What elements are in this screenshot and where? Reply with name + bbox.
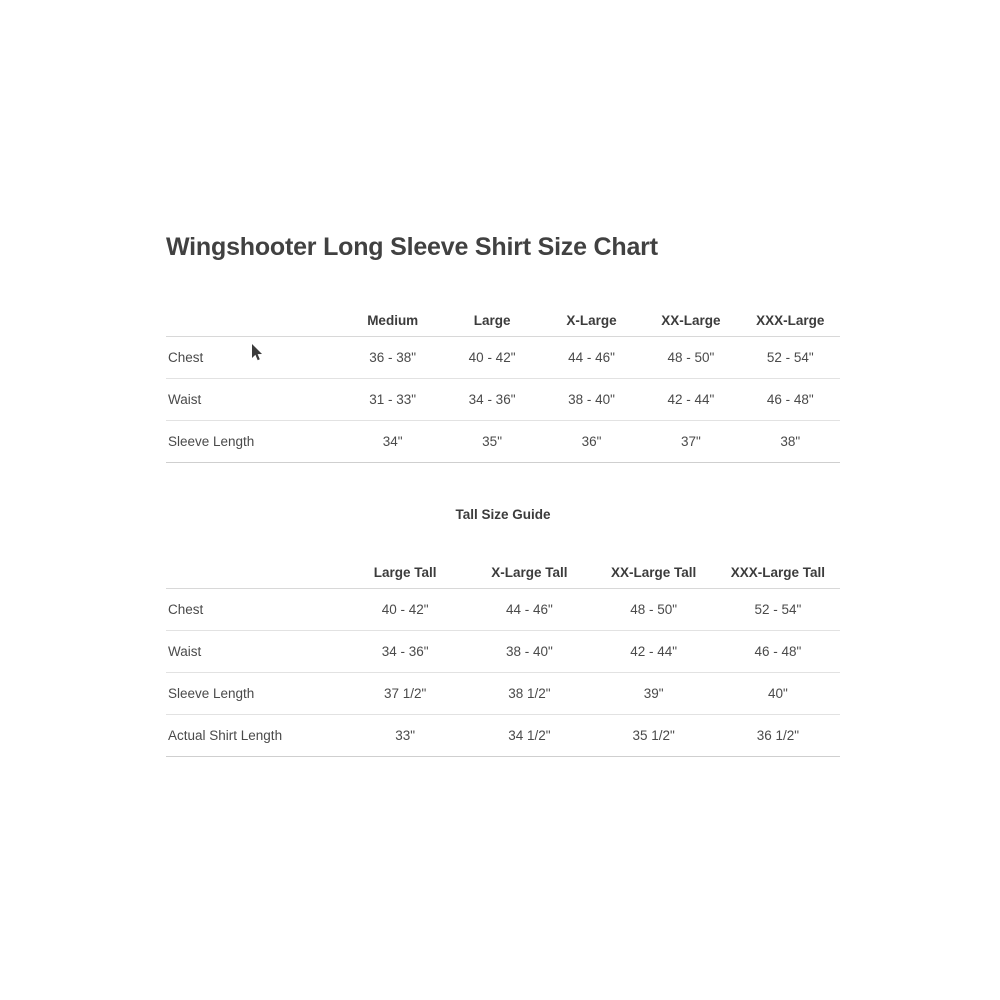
standard-size-table xyxy=(166,292,840,463)
cell-waist-xxx-large: 46 - 48" xyxy=(741,379,840,421)
table-row xyxy=(166,715,840,757)
table-row xyxy=(166,589,840,631)
cell-waist-xxx-large-tall: 46 - 48" xyxy=(716,631,840,673)
cell-sleeve-x-large: 36" xyxy=(542,421,641,463)
tall-table-head xyxy=(166,544,840,589)
column-header-blank-tall xyxy=(166,544,343,589)
column-header-xxx-large: XXX-Large xyxy=(741,292,840,337)
cell-chest-xxx-large-tall: 52 - 54" xyxy=(716,589,840,631)
cell-shirt-length-x-large-tall: 34 1/2" xyxy=(467,715,591,757)
cell-chest-large-tall: 40 - 42" xyxy=(343,589,467,631)
cell-sleeve-large: 35" xyxy=(442,421,541,463)
row-label-sleeve-length: Sleeve Length xyxy=(166,421,343,463)
cell-sleeve-xxx-large: 38" xyxy=(741,421,840,463)
row-label-waist: Waist xyxy=(166,379,343,421)
standard-table-head xyxy=(166,292,840,337)
cell-chest-xx-large: 48 - 50" xyxy=(641,337,740,379)
table-row xyxy=(166,673,840,715)
page-title: Wingshooter Long Sleeve Shirt Size Chart xyxy=(166,233,658,261)
table-row xyxy=(166,631,840,673)
cell-sleeve-large-tall: 37 1/2" xyxy=(343,673,467,715)
tall-size-guide-heading: Tall Size Guide xyxy=(455,507,551,522)
cell-shirt-length-xxx-large-tall: 36 1/2" xyxy=(716,715,840,757)
cell-chest-medium: 36 - 38" xyxy=(343,337,442,379)
cell-waist-x-large: 38 - 40" xyxy=(542,379,641,421)
table-header-row xyxy=(166,292,840,337)
cell-sleeve-xxx-large-tall: 40" xyxy=(716,673,840,715)
size-chart-document xyxy=(166,232,840,757)
standard-table-body xyxy=(166,337,840,463)
cell-waist-xx-large: 42 - 44" xyxy=(641,379,740,421)
cell-shirt-length-large-tall: 33" xyxy=(343,715,467,757)
column-header-blank xyxy=(166,292,343,337)
table-row xyxy=(166,337,840,379)
cell-chest-xxx-large: 52 - 54" xyxy=(741,337,840,379)
column-header-xx-large: XX-Large xyxy=(641,292,740,337)
row-label-actual-shirt-length: Actual Shirt Length xyxy=(166,715,343,757)
cell-chest-xx-large-tall: 48 - 50" xyxy=(592,589,716,631)
cell-shirt-length-xx-large-tall: 35 1/2" xyxy=(592,715,716,757)
cell-waist-x-large-tall: 38 - 40" xyxy=(467,631,591,673)
cell-sleeve-xx-large: 37" xyxy=(641,421,740,463)
row-label-chest-tall: Chest xyxy=(166,589,343,631)
column-header-x-large-tall: X-Large Tall xyxy=(467,544,591,589)
cell-waist-large: 34 - 36" xyxy=(442,379,541,421)
column-header-medium: Medium xyxy=(343,292,442,337)
column-header-large: Large xyxy=(442,292,541,337)
cell-sleeve-medium: 34" xyxy=(343,421,442,463)
cell-chest-x-large: 44 - 46" xyxy=(542,337,641,379)
table-row xyxy=(166,379,840,421)
cell-sleeve-x-large-tall: 38 1/2" xyxy=(467,673,591,715)
column-header-xx-large-tall: XX-Large Tall xyxy=(592,544,716,589)
table-row xyxy=(166,421,840,463)
row-label-waist-tall: Waist xyxy=(166,631,343,673)
table-header-row xyxy=(166,544,840,589)
tall-size-table xyxy=(166,544,840,757)
column-header-xxx-large-tall: XXX-Large Tall xyxy=(716,544,840,589)
column-header-large-tall: Large Tall xyxy=(343,544,467,589)
row-label-sleeve-length-tall: Sleeve Length xyxy=(166,673,343,715)
cell-sleeve-xx-large-tall: 39" xyxy=(592,673,716,715)
cell-waist-xx-large-tall: 42 - 44" xyxy=(592,631,716,673)
cell-chest-x-large-tall: 44 - 46" xyxy=(467,589,591,631)
cell-chest-large: 40 - 42" xyxy=(442,337,541,379)
row-label-chest: Chest xyxy=(166,337,343,379)
cell-waist-medium: 31 - 33" xyxy=(343,379,442,421)
tall-table-body xyxy=(166,589,840,757)
column-header-x-large: X-Large xyxy=(542,292,641,337)
cell-waist-large-tall: 34 - 36" xyxy=(343,631,467,673)
